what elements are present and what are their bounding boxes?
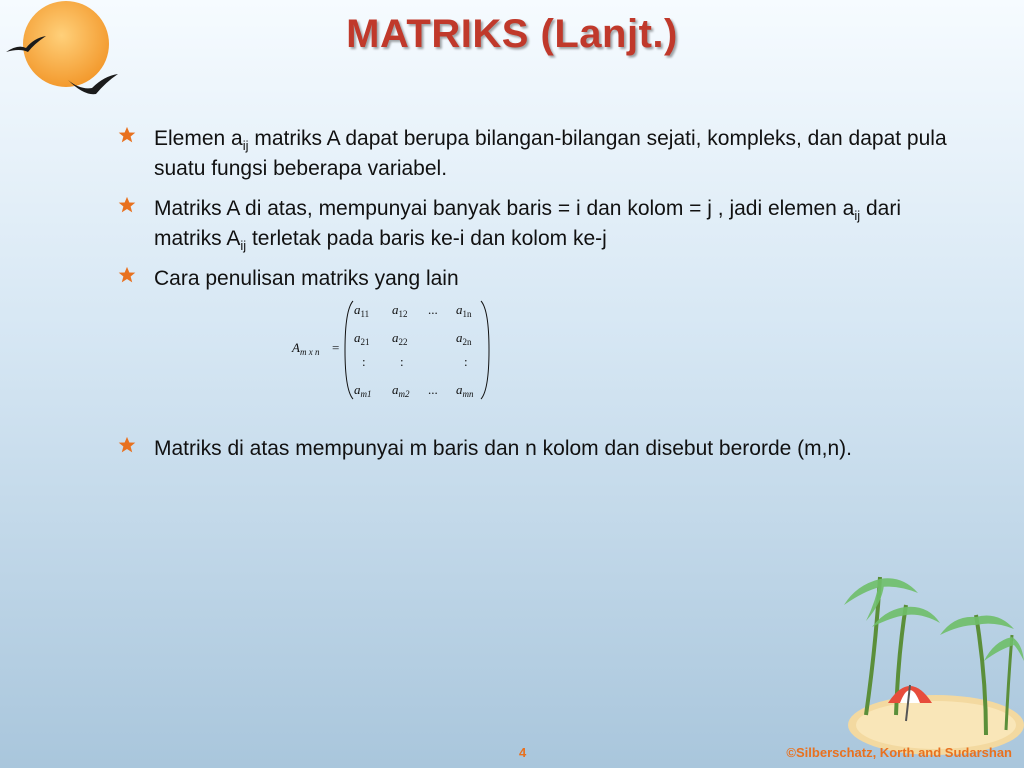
right-paren — [480, 300, 490, 400]
star-icon — [118, 196, 136, 214]
palm-island-icon — [836, 565, 1024, 765]
bullet-list — [118, 434, 958, 464]
matrix-cell: $a_{2n}$ — [456, 330, 472, 347]
matrix-vdots: : — [362, 354, 366, 369]
matrix-cell: $a_{12}$ — [392, 302, 408, 319]
bullet-item — [118, 194, 958, 254]
bullet-item — [118, 434, 958, 464]
bullet-list — [118, 124, 958, 294]
bullet-text: Matriks di atas mempunyai m baris dan n kolom dan disebut berorde (m,n). — [154, 437, 852, 460]
bullet-item — [118, 124, 958, 184]
slide-title: MATRIKS (Lanjt.) — [346, 12, 678, 56]
matrix-cell: $a_{m1}$ — [354, 382, 372, 399]
matrix-vdots: : — [400, 354, 404, 369]
star-icon — [118, 126, 136, 144]
matrix-ellipsis: ... — [428, 382, 438, 397]
page-number: 4 — [519, 745, 527, 760]
star-icon — [118, 266, 136, 284]
subscript: ij — [242, 138, 249, 153]
bullet-text: terletak pada baris ke-i dan kolom ke-j — [246, 227, 607, 250]
bullet-text: dari matriks A — [154, 197, 901, 250]
bullet-text: matriks A dapat berupa bilangan-bilangan sejati, kompleks, dan dapat pula suatu fungsi beberapa variabel. — [154, 127, 947, 180]
matrix-equation — [290, 298, 500, 404]
bullet-item — [118, 264, 958, 294]
matrix-ellipsis: ... — [428, 302, 438, 317]
copyright-text: ©Silberschatz, Korth and Sudarshan — [786, 745, 1012, 760]
matrix-cell: $a_{21}$ — [354, 330, 370, 347]
matrix-cell: $a_{m2}$ — [392, 382, 410, 399]
subscript: ij — [240, 238, 247, 253]
left-paren — [344, 300, 354, 400]
subscript: ij — [854, 208, 861, 223]
matrix-lhs: $A_{m x n}$ — [292, 340, 320, 357]
matrix-cell: $a_{22}$ — [392, 330, 408, 347]
matrix-cell: $a_{1n}$ — [456, 302, 472, 319]
bullet-text: Cara penulisan matriks yang lain — [154, 267, 459, 290]
equals-sign: = — [332, 340, 340, 355]
matrix-cell: $a_{11}$ — [354, 302, 370, 319]
star-icon — [118, 436, 136, 454]
bullet-text: Elemen a — [154, 127, 243, 150]
matrix-vdots: : — [464, 354, 468, 369]
bird-icon — [66, 70, 120, 96]
bullet-text: Matriks A di atas, mempunyai banyak baris = i dan kolom = j , jadi elemen a — [154, 197, 855, 220]
matrix-cell: $a_{mn}$ — [456, 382, 474, 399]
